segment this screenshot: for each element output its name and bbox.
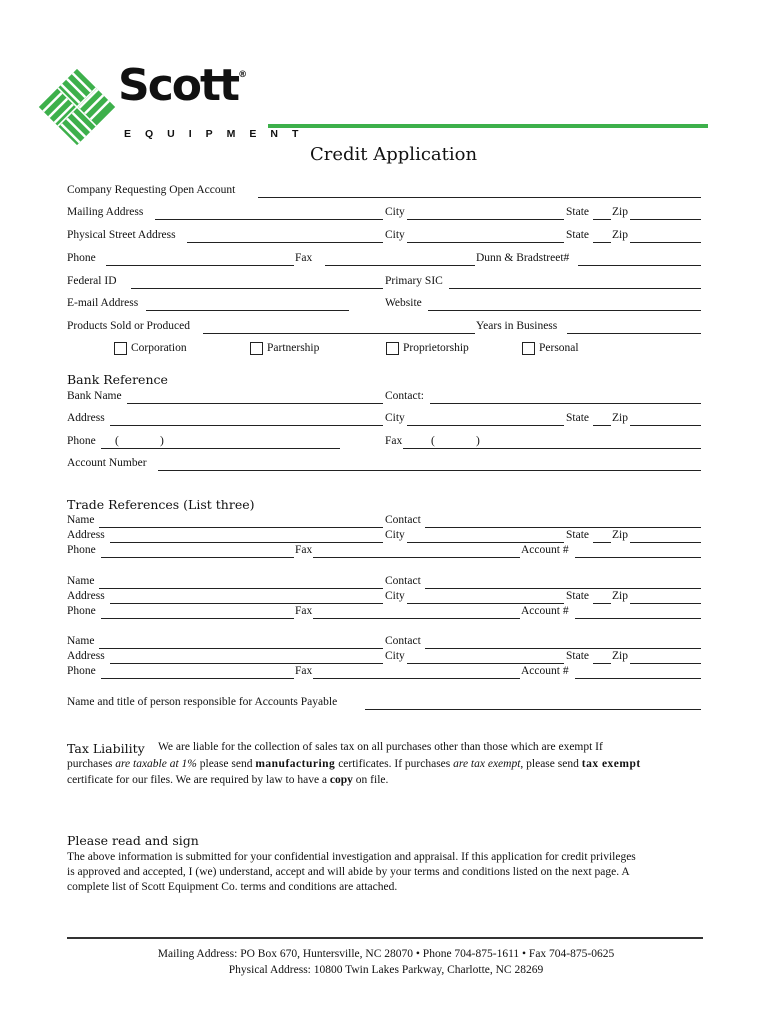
label-trade-phone: Phone bbox=[67, 665, 96, 677]
label-zip: Zip bbox=[612, 650, 628, 662]
tax-text: certificate for our files. We are required by law to have a bbox=[67, 774, 330, 786]
label-zip: Zip bbox=[612, 229, 628, 241]
label-company-requesting: Company Requesting Open Account bbox=[67, 184, 236, 196]
label-trade-phone: Phone bbox=[67, 605, 96, 617]
trade1-address-field[interactable] bbox=[110, 542, 383, 543]
bank-phone-field[interactable] bbox=[101, 448, 340, 449]
tax-text-line1: We are liable for the collection of sales tax on all purchases other than those which are exempt If bbox=[158, 741, 603, 753]
mailing-city-field[interactable] bbox=[407, 219, 564, 220]
label-bank-contact: Contact: bbox=[385, 390, 424, 402]
label-state: State bbox=[566, 229, 589, 241]
trade1-contact-field[interactable] bbox=[425, 527, 701, 528]
bank-contact-field[interactable] bbox=[430, 403, 701, 404]
trade3-city-field[interactable] bbox=[407, 663, 564, 664]
label-bank-fax: Fax bbox=[385, 435, 403, 447]
label-city: City bbox=[385, 529, 405, 541]
label-trade-name: Name bbox=[67, 514, 95, 526]
tax-text: , please send bbox=[520, 758, 582, 770]
label-years-in-business: Years in Business bbox=[476, 320, 558, 332]
label-trade-address: Address bbox=[67, 529, 105, 541]
label-zip: Zip bbox=[612, 590, 628, 602]
bank-state-field[interactable] bbox=[593, 425, 611, 426]
tax-copy: copy bbox=[329, 774, 353, 786]
trade2-phone-field[interactable] bbox=[101, 618, 294, 619]
tax-text: on file. bbox=[352, 774, 389, 786]
trade3-zip-field[interactable] bbox=[630, 663, 701, 664]
physical-zip-field[interactable] bbox=[630, 242, 701, 243]
label-primary-sic: Primary SIC bbox=[385, 275, 443, 287]
checkbox-proprietorship[interactable] bbox=[386, 342, 399, 355]
label-partnership: Partnership bbox=[267, 342, 320, 354]
federal-id-field[interactable] bbox=[131, 288, 383, 289]
label-trade-name: Name bbox=[67, 575, 95, 587]
trade2-city-field[interactable] bbox=[407, 603, 564, 604]
label-city: City bbox=[385, 412, 405, 424]
label-city: City bbox=[385, 590, 405, 602]
label-state: State bbox=[566, 590, 589, 602]
read-and-sign-heading: Please read and sign bbox=[67, 833, 199, 848]
label-accounts-payable: Name and title of person responsible for Accounts Payable bbox=[67, 696, 338, 708]
phone-field[interactable] bbox=[106, 265, 294, 266]
tax-exempt-italic: are tax exempt bbox=[453, 758, 521, 770]
bank-fax-paren-open: ( bbox=[431, 435, 435, 447]
trade-references-heading: Trade References (List three) bbox=[67, 497, 255, 512]
label-physical-address: Physical Street Address bbox=[67, 229, 176, 241]
trade2-state-field[interactable] bbox=[593, 603, 611, 604]
label-trade-account: Account # bbox=[521, 665, 569, 677]
tax-taxable-rate: are taxable at 1% bbox=[115, 758, 197, 770]
trade3-phone-field[interactable] bbox=[101, 678, 294, 679]
tax-text: certificates. If purchases bbox=[335, 758, 454, 770]
checkbox-partnership[interactable] bbox=[250, 342, 263, 355]
email-field[interactable] bbox=[146, 310, 349, 311]
logo-subtitle: EQUIPMENT bbox=[124, 128, 313, 140]
label-zip: Zip bbox=[612, 206, 628, 218]
tax-liability-heading: Tax Liability bbox=[67, 741, 145, 756]
tax-text: please send bbox=[196, 758, 256, 770]
trade2-contact-field[interactable] bbox=[425, 588, 701, 589]
trade2-fax-field[interactable] bbox=[313, 618, 520, 619]
label-city: City bbox=[385, 229, 405, 241]
label-dunn-bradstreet: Dunn & Bradstreet# bbox=[476, 252, 570, 264]
bank-address-field[interactable] bbox=[110, 425, 383, 426]
trade3-name-field[interactable] bbox=[99, 648, 383, 649]
label-zip: Zip bbox=[612, 529, 628, 541]
checkbox-personal[interactable] bbox=[522, 342, 535, 355]
checkbox-corporation[interactable] bbox=[114, 342, 127, 355]
label-city: City bbox=[385, 206, 405, 218]
tax-text: purchases bbox=[67, 758, 116, 770]
label-trade-fax: Fax bbox=[295, 665, 313, 677]
page-title: Credit Application bbox=[310, 144, 478, 165]
bank-reference-heading: Bank Reference bbox=[67, 372, 168, 387]
physical-address-field[interactable] bbox=[187, 242, 383, 243]
label-products: Products Sold or Produced bbox=[67, 320, 190, 332]
dunn-bradstreet-field[interactable] bbox=[578, 265, 701, 266]
label-trade-fax: Fax bbox=[295, 605, 313, 617]
sign-text-line1: The above information is submitted for your confidential investigation and appraisal. If this application for credit privileges bbox=[67, 851, 636, 863]
label-zip: Zip bbox=[612, 412, 628, 424]
label-bank-address: Address bbox=[67, 412, 105, 424]
products-field[interactable] bbox=[203, 333, 475, 334]
label-bank-name: Bank Name bbox=[67, 390, 122, 402]
footer-physical-address: Physical Address: 10800 Twin Lakes Parkway, Charlotte, NC 28269 bbox=[228, 964, 544, 976]
sign-text-line2: is approved and accepted, I (we) understand, accept and will abide by your terms and conditions listed on the next page. A bbox=[67, 866, 630, 878]
bank-city-field[interactable] bbox=[407, 425, 564, 426]
label-state: State bbox=[566, 206, 589, 218]
label-city: City bbox=[385, 650, 405, 662]
logo-wordmark bbox=[118, 60, 247, 111]
tax-exempt-bold: tax exempt bbox=[581, 758, 641, 770]
tax-text-line2 bbox=[67, 758, 641, 770]
trade2-account-field[interactable] bbox=[575, 618, 701, 619]
trade1-account-field[interactable] bbox=[575, 557, 701, 558]
physical-city-field[interactable] bbox=[407, 242, 564, 243]
trade1-state-field[interactable] bbox=[593, 542, 611, 543]
scott-equipment-logo-mark bbox=[34, 62, 120, 152]
trade3-contact-field[interactable] bbox=[425, 648, 701, 649]
tax-manufacturing: manufacturing bbox=[255, 758, 336, 770]
account-number-field[interactable] bbox=[158, 470, 701, 471]
years-in-business-field[interactable] bbox=[567, 333, 701, 334]
label-trade-account: Account # bbox=[521, 544, 569, 556]
website-field[interactable] bbox=[428, 310, 701, 311]
fax-field[interactable] bbox=[325, 265, 475, 266]
footer-rule bbox=[67, 937, 703, 939]
label-corporation: Corporation bbox=[131, 342, 187, 354]
label-proprietorship: Proprietorship bbox=[403, 342, 469, 354]
mailing-address-field[interactable] bbox=[155, 219, 383, 220]
trade2-address-field[interactable] bbox=[110, 603, 383, 604]
label-federal-id: Federal ID bbox=[67, 275, 117, 287]
label-trade-phone: Phone bbox=[67, 544, 96, 556]
label-trade-contact: Contact bbox=[385, 514, 421, 526]
tax-text-line3 bbox=[67, 774, 388, 786]
bank-fax-field[interactable] bbox=[403, 448, 701, 449]
trade1-phone-field[interactable] bbox=[101, 557, 294, 558]
label-trade-name: Name bbox=[67, 635, 95, 647]
label-bank-phone: Phone bbox=[67, 435, 96, 447]
logo-word: Scott bbox=[118, 60, 239, 111]
label-trade-contact: Contact bbox=[385, 635, 421, 647]
label-state: State bbox=[566, 650, 589, 662]
label-trade-address: Address bbox=[67, 650, 105, 662]
brand-rule bbox=[268, 124, 708, 128]
trade1-zip-field[interactable] bbox=[630, 542, 701, 543]
primary-sic-field[interactable] bbox=[449, 288, 701, 289]
bank-zip-field[interactable] bbox=[630, 425, 701, 426]
footer-mailing-address: Mailing Address: PO Box 670, Huntersville, NC 28070 • Phone 704-875-1611 • Fax 704-875-0625 bbox=[157, 948, 615, 960]
bank-phone-paren-close: ) bbox=[160, 435, 164, 447]
trade3-account-field[interactable] bbox=[575, 678, 701, 679]
label-state: State bbox=[566, 529, 589, 541]
bank-phone-paren-open: ( bbox=[115, 435, 119, 447]
label-fax: Fax bbox=[295, 252, 313, 264]
label-mailing-address: Mailing Address bbox=[67, 206, 144, 218]
mailing-state-field[interactable] bbox=[593, 219, 611, 220]
trade1-city-field[interactable] bbox=[407, 542, 564, 543]
trade1-fax-field[interactable] bbox=[313, 557, 520, 558]
label-website: Website bbox=[385, 297, 422, 309]
bank-name-field[interactable] bbox=[127, 403, 383, 404]
accounts-payable-field[interactable] bbox=[365, 709, 701, 710]
trade2-name-field[interactable] bbox=[99, 588, 383, 589]
trade1-name-field[interactable] bbox=[99, 527, 383, 528]
label-trade-fax: Fax bbox=[295, 544, 313, 556]
label-trade-account: Account # bbox=[521, 605, 569, 617]
trade3-fax-field[interactable] bbox=[313, 678, 520, 679]
label-trade-address: Address bbox=[67, 590, 105, 602]
sign-text-line3: complete list of Scott Equipment Co. terms and conditions are attached. bbox=[67, 881, 398, 893]
bank-fax-paren-close: ) bbox=[476, 435, 480, 447]
label-phone: Phone bbox=[67, 252, 96, 264]
registered-mark: ® bbox=[238, 70, 248, 80]
label-email: E-mail Address bbox=[67, 297, 139, 309]
company-name-field[interactable] bbox=[258, 197, 701, 198]
label-trade-contact: Contact bbox=[385, 575, 421, 587]
mailing-zip-field[interactable] bbox=[630, 219, 701, 220]
trade3-state-field[interactable] bbox=[593, 663, 611, 664]
label-state: State bbox=[566, 412, 589, 424]
label-account-number: Account Number bbox=[67, 457, 147, 469]
label-personal: Personal bbox=[539, 342, 579, 354]
trade3-address-field[interactable] bbox=[110, 663, 383, 664]
trade2-zip-field[interactable] bbox=[630, 603, 701, 604]
physical-state-field[interactable] bbox=[593, 242, 611, 243]
